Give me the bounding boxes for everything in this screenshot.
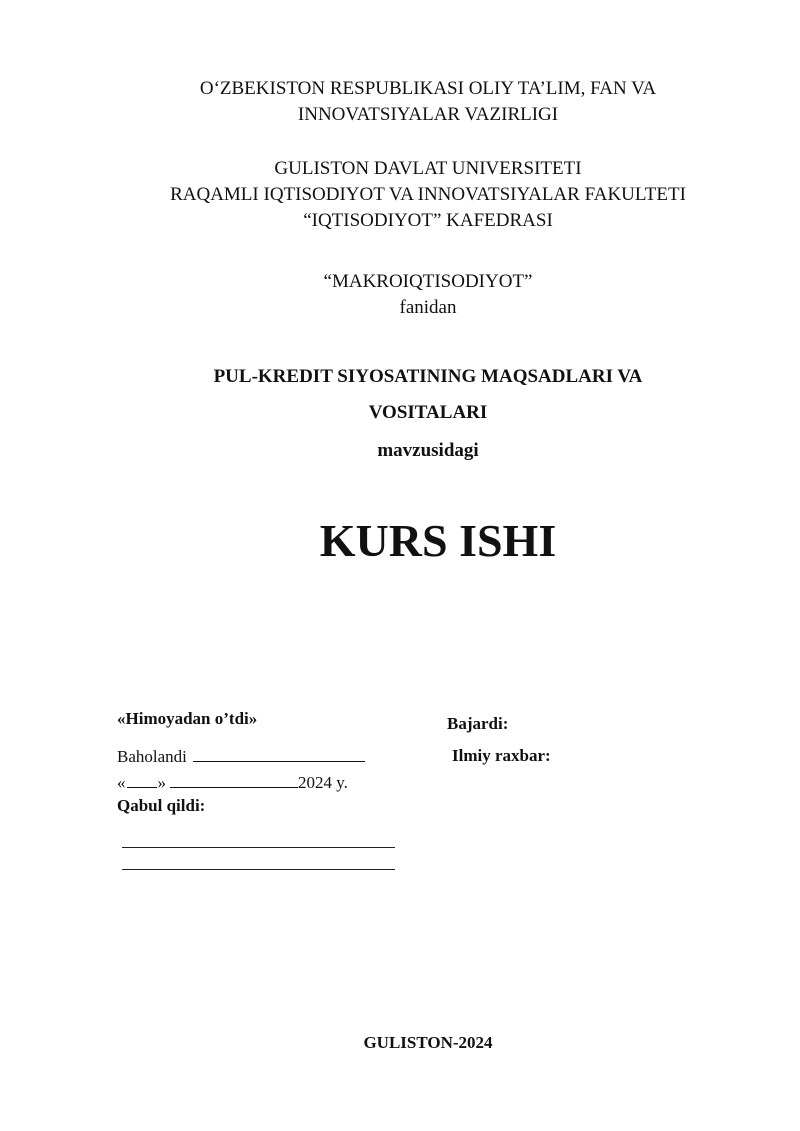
graded-row (117, 745, 365, 768)
topic-suffix: mavzusidagi (377, 440, 479, 461)
date-close-quote: » (157, 773, 166, 792)
document-type-title: KURS ISHI (319, 515, 557, 566)
subject-name: “MAKROIQTISODIYOT” (323, 271, 533, 292)
defended-label: «Himoyadan o’tdi» (117, 709, 258, 728)
signature-line-1 (122, 847, 395, 848)
subject-suffix: fanidan (399, 297, 457, 318)
graded-label: Baholandi (117, 747, 187, 766)
advisor-label: Ilmiy raxbar: (452, 746, 551, 765)
date-open-quote: « (117, 773, 126, 792)
grade-blank-line (193, 745, 365, 762)
footer-city-year: GULISTON-2024 (363, 1033, 493, 1052)
topic-line-2: VOSITALARI (368, 402, 488, 423)
signature-line-2 (122, 869, 395, 870)
topic-line-1: PUL-KREDIT SIYOSATINING MAQSADLARI VA (213, 366, 643, 387)
done-by-label: Bajardi: (447, 714, 509, 733)
day-blank-line (127, 771, 157, 788)
date-row (117, 771, 348, 794)
university-name: GULISTON DAVLAT UNIVERSITETI (274, 158, 582, 179)
department-name: “IQTISODIYOT” KAFEDRASI (303, 210, 553, 231)
ministry-line-1: O‘ZBEKISTON RESPUBLIKASI OLIY TA’LIM, FAN VA (199, 78, 657, 99)
faculty-name: RAQAMLI IQTISODIYOT VA INNOVATSIYALAR FAKULTETI (170, 184, 686, 205)
year-label: 2024 y. (298, 773, 348, 792)
month-blank-line (170, 771, 298, 788)
ministry-line-2: INNOVATSIYALAR VAZIRLIGI (297, 104, 559, 125)
accepted-label: Qabul qildi: (117, 796, 206, 815)
